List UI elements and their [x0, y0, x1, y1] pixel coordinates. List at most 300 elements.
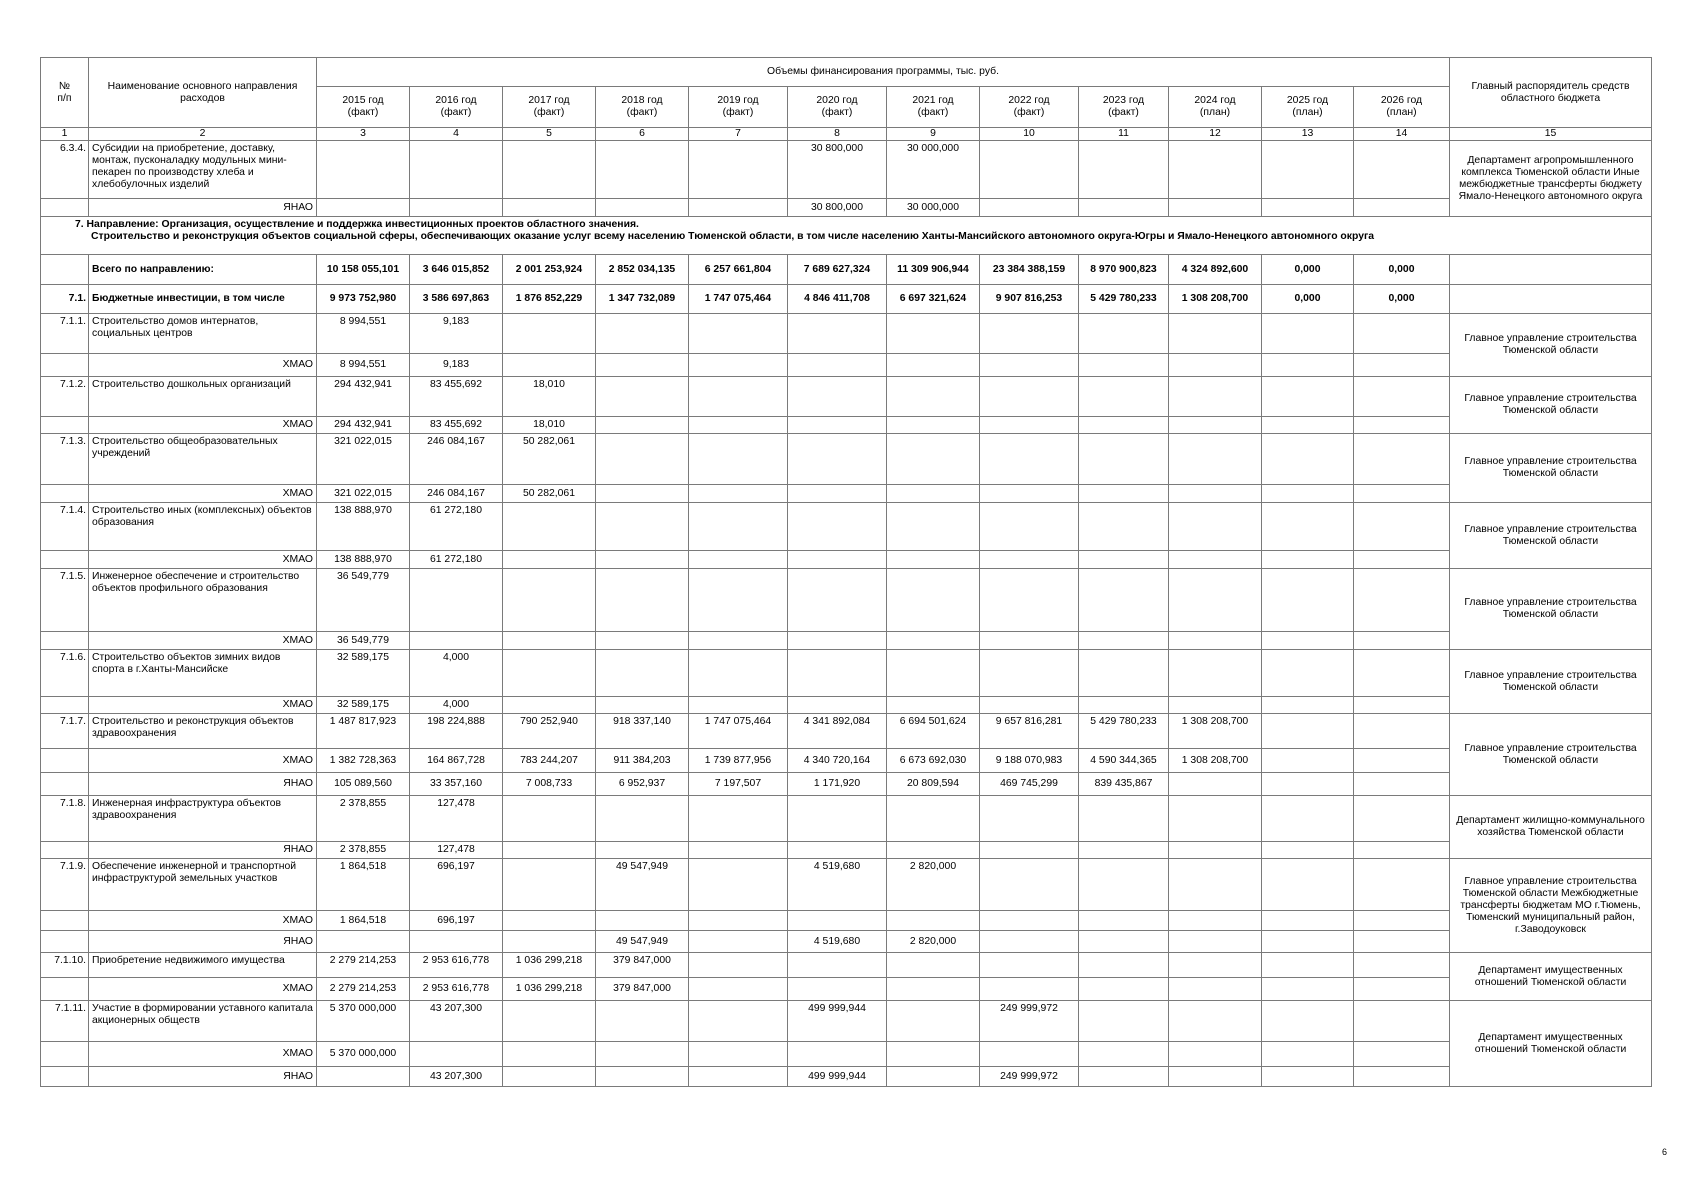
value-cell: [596, 485, 689, 503]
item-name: Инженерная инфраструктура объектов здравоохранения: [89, 796, 317, 842]
value-cell: 246 084,167: [410, 434, 503, 485]
value-cell: [689, 569, 788, 632]
value-cell: 294 432,941: [317, 377, 410, 417]
total-value: 4 846 411,708: [788, 285, 887, 314]
value-cell: 1 036 299,218: [503, 978, 596, 1001]
value-cell: [1169, 314, 1262, 354]
column-number-8: 8: [788, 128, 887, 141]
value-cell: [788, 911, 887, 931]
value-cell: 1 308 208,700: [1169, 714, 1262, 749]
value-cell: [1354, 354, 1450, 377]
region-index-cell: [41, 632, 89, 650]
value-cell: [1262, 842, 1354, 859]
section-line-1: 7. Направление: Организация, осуществление и поддержка инвестиционных проектов областного значения.: [75, 219, 639, 230]
value-cell: [596, 417, 689, 434]
column-number-2: 2: [89, 128, 317, 141]
total-value: 10 158 055,101: [317, 255, 410, 285]
column-number-13: 13: [1262, 128, 1354, 141]
value-cell: [1354, 773, 1450, 796]
value-cell: [788, 842, 887, 859]
total-value: 2 852 034,135: [596, 255, 689, 285]
value-cell: 105 089,560: [317, 773, 410, 796]
department-cell: Департамент имущественных отношений Тюменской области: [1450, 1001, 1652, 1087]
value-cell: [1354, 551, 1450, 569]
value-cell: [596, 697, 689, 714]
value-cell: [689, 953, 788, 978]
table-row: [41, 377, 1652, 417]
value-cell: 379 847,000: [596, 978, 689, 1001]
value-cell: [1354, 1042, 1450, 1067]
value-cell: [689, 978, 788, 1001]
region-label: ХМАО: [89, 1042, 317, 1067]
region-index-cell: [41, 697, 89, 714]
item-name: Участие в формировании уставного капитала акционерных обществ: [89, 1001, 317, 1042]
value-cell: [1169, 434, 1262, 485]
department-cell: Департамент агропромышленного комплекса Тюменской области Иные межбюджетные трансферты бюджету Ямало-Ненецкого автономного округа: [1450, 141, 1652, 217]
value-cell: [887, 697, 980, 714]
region-label: ЯНАО: [89, 931, 317, 953]
value-cell: [1354, 650, 1450, 697]
value-cell: 138 888,970: [317, 551, 410, 569]
value-cell: 2 378,855: [317, 842, 410, 859]
item-number: 7.1.8.: [41, 796, 89, 842]
value-cell: [1354, 485, 1450, 503]
region-index-cell: [41, 199, 89, 217]
value-cell: [1354, 434, 1450, 485]
total-value: 1 747 075,464: [689, 285, 788, 314]
value-cell: 918 337,140: [596, 714, 689, 749]
value-cell: [596, 650, 689, 697]
value-cell: 696,197: [410, 859, 503, 911]
value-cell: [1169, 141, 1262, 199]
section-line-2: Строительство и реконструкция объектов социальной сферы, обеспечивающих оказание услуг всему населению Тюменской области, в том числе населению Ханты-Мансийского автономного округа-Югры и Ямало-Ненецкого автономного округа: [91, 231, 1375, 242]
value-cell: [410, 199, 503, 217]
value-cell: 4,000: [410, 697, 503, 714]
value-cell: [1079, 650, 1169, 697]
region-row: [41, 842, 1652, 859]
value-cell: [788, 569, 887, 632]
value-cell: [1169, 911, 1262, 931]
value-cell: [317, 931, 410, 953]
value-cell: [1079, 632, 1169, 650]
item-number: 7.1.3.: [41, 434, 89, 485]
value-cell: [980, 569, 1079, 632]
value-cell: 2 953 616,778: [410, 953, 503, 978]
value-cell: [1354, 1001, 1450, 1042]
region-label: ХМАО: [89, 551, 317, 569]
region-index-cell: [41, 773, 89, 796]
value-cell: [1079, 1067, 1169, 1087]
value-cell: [410, 141, 503, 199]
value-cell: [1079, 434, 1169, 485]
value-cell: [1354, 1067, 1450, 1087]
header-year-11: 2025 год (план): [1262, 87, 1354, 128]
total-label: Бюджетные инвестиции, в том числе: [89, 285, 317, 314]
value-cell: [980, 434, 1079, 485]
value-cell: [689, 1067, 788, 1087]
region-label: ХМАО: [89, 697, 317, 714]
value-cell: [596, 199, 689, 217]
value-cell: [689, 354, 788, 377]
value-cell: 127,478: [410, 796, 503, 842]
value-cell: [1354, 953, 1450, 978]
value-cell: [1169, 377, 1262, 417]
value-cell: [1262, 697, 1354, 714]
value-cell: [503, 569, 596, 632]
column-number-15: 15: [1450, 128, 1652, 141]
region-index-cell: [41, 551, 89, 569]
value-cell: 469 745,299: [980, 773, 1079, 796]
value-cell: [1262, 199, 1354, 217]
value-cell: [1262, 503, 1354, 551]
region-index-cell: [41, 842, 89, 859]
value-cell: 783 244,207: [503, 749, 596, 773]
value-cell: [1079, 314, 1169, 354]
value-cell: [887, 911, 980, 931]
value-cell: 499 999,944: [788, 1001, 887, 1042]
value-cell: [1079, 141, 1169, 199]
total-value: 2 001 253,924: [503, 255, 596, 285]
value-cell: 2 953 616,778: [410, 978, 503, 1001]
region-index-cell: [41, 485, 89, 503]
value-cell: [887, 551, 980, 569]
value-cell: [887, 796, 980, 842]
value-cell: [1262, 859, 1354, 911]
value-cell: [1354, 796, 1450, 842]
region-index-cell: [41, 417, 89, 434]
total-dept-cell: [1450, 285, 1652, 314]
value-cell: [887, 1067, 980, 1087]
value-cell: [410, 1042, 503, 1067]
value-cell: [1079, 1042, 1169, 1067]
value-cell: 9,183: [410, 314, 503, 354]
value-cell: [596, 1001, 689, 1042]
value-cell: [410, 632, 503, 650]
section-title: [41, 217, 1652, 255]
value-cell: 49 547,949: [596, 859, 689, 911]
value-cell: 6 694 501,624: [887, 714, 980, 749]
value-cell: 499 999,944: [788, 1067, 887, 1087]
value-cell: 1 864,518: [317, 911, 410, 931]
value-cell: [1169, 650, 1262, 697]
value-cell: [788, 697, 887, 714]
header-year-6: 2020 год (факт): [788, 87, 887, 128]
table-row: [41, 434, 1652, 485]
value-cell: 32 589,175: [317, 650, 410, 697]
value-cell: 49 547,949: [596, 931, 689, 953]
value-cell: 36 549,779: [317, 632, 410, 650]
header-year-3: 2017 год (факт): [503, 87, 596, 128]
value-cell: [887, 650, 980, 697]
column-number-11: 11: [1079, 128, 1169, 141]
table-row: [41, 953, 1652, 978]
value-cell: [1169, 354, 1262, 377]
section-header-row: [41, 217, 1652, 255]
value-cell: [788, 485, 887, 503]
table-row: [41, 859, 1652, 911]
value-cell: 36 549,779: [317, 569, 410, 632]
column-number-7: 7: [689, 128, 788, 141]
item-number: 7.1.9.: [41, 859, 89, 911]
region-row: [41, 749, 1652, 773]
value-cell: [980, 417, 1079, 434]
value-cell: [788, 953, 887, 978]
value-cell: [1354, 697, 1450, 714]
value-cell: [689, 417, 788, 434]
value-cell: 2 378,855: [317, 796, 410, 842]
value-cell: [1079, 551, 1169, 569]
total-value: 3 646 015,852: [410, 255, 503, 285]
value-cell: [980, 1042, 1079, 1067]
value-cell: 8 994,551: [317, 314, 410, 354]
value-cell: 30 800,000: [788, 199, 887, 217]
value-cell: [596, 551, 689, 569]
value-cell: [503, 1001, 596, 1042]
value-cell: [980, 503, 1079, 551]
value-cell: [1262, 796, 1354, 842]
region-label: ЯНАО: [89, 842, 317, 859]
value-cell: [1169, 503, 1262, 551]
value-cell: [1262, 377, 1354, 417]
value-cell: [1169, 485, 1262, 503]
value-cell: 6 673 692,030: [887, 749, 980, 773]
item-name: Строительство дошкольных организаций: [89, 377, 317, 417]
value-cell: [317, 199, 410, 217]
value-cell: [1354, 503, 1450, 551]
total-value: 3 586 697,863: [410, 285, 503, 314]
item-number: 7.1.5.: [41, 569, 89, 632]
value-cell: [689, 842, 788, 859]
value-cell: 1 487 817,923: [317, 714, 410, 749]
value-cell: [788, 551, 887, 569]
value-cell: [887, 569, 980, 632]
column-number-6: 6: [596, 128, 689, 141]
value-cell: 138 888,970: [317, 503, 410, 551]
value-cell: [1169, 417, 1262, 434]
region-index-cell: [41, 911, 89, 931]
region-row: [41, 551, 1652, 569]
header-year-7: 2021 год (факт): [887, 87, 980, 128]
region-label: ХМАО: [89, 354, 317, 377]
value-cell: [1262, 931, 1354, 953]
value-cell: [596, 141, 689, 199]
value-cell: [1079, 199, 1169, 217]
region-row: [41, 1067, 1652, 1087]
item-name: Инженерное обеспечение и строительство объектов профильного образования: [89, 569, 317, 632]
value-cell: [980, 953, 1079, 978]
value-cell: 9,183: [410, 354, 503, 377]
value-cell: [1354, 417, 1450, 434]
column-number-1: 1: [41, 128, 89, 141]
value-cell: [1169, 796, 1262, 842]
value-cell: 5 429 780,233: [1079, 714, 1169, 749]
value-cell: [980, 632, 1079, 650]
value-cell: [788, 354, 887, 377]
value-cell: [980, 141, 1079, 199]
value-cell: 1 864,518: [317, 859, 410, 911]
value-cell: [503, 859, 596, 911]
value-cell: [503, 632, 596, 650]
value-cell: [1262, 714, 1354, 749]
total-index: 7.1.: [41, 285, 89, 314]
value-cell: [887, 1042, 980, 1067]
value-cell: [1169, 931, 1262, 953]
value-cell: [1354, 859, 1450, 911]
value-cell: 4,000: [410, 650, 503, 697]
value-cell: [788, 434, 887, 485]
total-value: 9 907 816,253: [980, 285, 1079, 314]
total-label: Всего по направлению:: [89, 255, 317, 285]
value-cell: [503, 911, 596, 931]
value-cell: [596, 314, 689, 354]
total-value: 1 308 208,700: [1169, 285, 1262, 314]
item-number: 7.1.1.: [41, 314, 89, 354]
region-row: [41, 911, 1652, 931]
value-cell: [503, 314, 596, 354]
value-cell: [1079, 569, 1169, 632]
value-cell: [887, 485, 980, 503]
header-num: № п/п: [41, 58, 89, 128]
value-cell: [689, 1042, 788, 1067]
department-cell: Главное управление строительства Тюменской области: [1450, 434, 1652, 503]
value-cell: [1169, 953, 1262, 978]
value-cell: [980, 354, 1079, 377]
value-cell: [1354, 714, 1450, 749]
department-cell: Главное управление строительства Тюменской области Межбюджетные трансферты бюджетам МО г.Тюмень, Тюменский муниципальный район, г.Заводоуковск: [1450, 859, 1652, 953]
item-number: 7.1.6.: [41, 650, 89, 697]
total-value: 0,000: [1354, 285, 1450, 314]
value-cell: [1169, 1067, 1262, 1087]
item-number: 7.1.7.: [41, 714, 89, 749]
value-cell: 4 519,680: [788, 931, 887, 953]
header-year-12: 2026 год (план): [1354, 87, 1450, 128]
value-cell: [1169, 859, 1262, 911]
region-label: ХМАО: [89, 911, 317, 931]
value-cell: [788, 632, 887, 650]
total-value: 4 324 892,600: [1169, 255, 1262, 285]
value-cell: 50 282,061: [503, 485, 596, 503]
item-number: 7.1.10.: [41, 953, 89, 978]
total-value: 23 384 388,159: [980, 255, 1079, 285]
value-cell: 7 197,507: [689, 773, 788, 796]
value-cell: 30 000,000: [887, 199, 980, 217]
value-cell: [596, 377, 689, 417]
total-value: 0,000: [1354, 255, 1450, 285]
value-cell: [788, 377, 887, 417]
value-cell: [689, 796, 788, 842]
value-cell: [788, 417, 887, 434]
value-cell: [1079, 859, 1169, 911]
value-cell: [1262, 773, 1354, 796]
value-cell: [1169, 199, 1262, 217]
value-cell: 43 207,300: [410, 1001, 503, 1042]
value-cell: [1354, 314, 1450, 354]
department-cell: Главное управление строительства Тюменской области: [1450, 650, 1652, 714]
value-cell: [596, 1042, 689, 1067]
header-financing-group: Объемы финансирования программы, тыс. руб.: [317, 58, 1450, 87]
column-number-4: 4: [410, 128, 503, 141]
table-row: [41, 141, 1652, 199]
column-number-14: 14: [1354, 128, 1450, 141]
value-cell: [1354, 978, 1450, 1001]
value-cell: 294 432,941: [317, 417, 410, 434]
region-row: [41, 978, 1652, 1001]
total-value: 0,000: [1262, 255, 1354, 285]
budget-investments-row: [41, 285, 1652, 314]
value-cell: [689, 1001, 788, 1042]
column-number-5: 5: [503, 128, 596, 141]
value-cell: 321 022,015: [317, 485, 410, 503]
department-cell: Департамент имущественных отношений Тюменской области: [1450, 953, 1652, 1001]
table-row: [41, 714, 1652, 749]
value-cell: [1169, 978, 1262, 1001]
value-cell: [1079, 842, 1169, 859]
region-row: [41, 931, 1652, 953]
value-cell: [980, 978, 1079, 1001]
region-row: [41, 1042, 1652, 1067]
value-cell: [1169, 773, 1262, 796]
value-cell: 4 340 720,164: [788, 749, 887, 773]
item-number: 7.1.11.: [41, 1001, 89, 1042]
header-dept: Главный распорядитель средств областного бюджета: [1450, 58, 1652, 128]
value-cell: 2 279 214,253: [317, 978, 410, 1001]
value-cell: [503, 141, 596, 199]
value-cell: 61 272,180: [410, 503, 503, 551]
value-cell: [887, 978, 980, 1001]
value-cell: 83 455,692: [410, 377, 503, 417]
item-name: Строительство иных (комплексных) объектов образования: [89, 503, 317, 551]
value-cell: [1262, 485, 1354, 503]
value-cell: [980, 199, 1079, 217]
item-name: Строительство общеобразовательных учреждений: [89, 434, 317, 485]
value-cell: [503, 354, 596, 377]
department-cell: Департамент жилищно-коммунального хозяйства Тюменской области: [1450, 796, 1652, 859]
value-cell: 9 657 816,281: [980, 714, 1079, 749]
value-cell: [596, 354, 689, 377]
table-row: [41, 314, 1652, 354]
column-number-9: 9: [887, 128, 980, 141]
value-cell: 790 252,940: [503, 714, 596, 749]
value-cell: 7 008,733: [503, 773, 596, 796]
value-cell: [1262, 749, 1354, 773]
value-cell: [1354, 931, 1450, 953]
value-cell: [1079, 503, 1169, 551]
region-label: ХМАО: [89, 417, 317, 434]
value-cell: [1079, 417, 1169, 434]
value-cell: [503, 1042, 596, 1067]
total-value: 8 970 900,823: [1079, 255, 1169, 285]
department-cell: Главное управление строительства Тюменской области: [1450, 569, 1652, 650]
value-cell: [1079, 931, 1169, 953]
value-cell: [689, 485, 788, 503]
value-cell: [503, 650, 596, 697]
value-cell: [689, 650, 788, 697]
total-value: 7 689 627,324: [788, 255, 887, 285]
total-dept-cell: [1450, 255, 1652, 285]
region-index-cell: [41, 749, 89, 773]
region-row: [41, 417, 1652, 434]
value-cell: [1262, 141, 1354, 199]
region-row: [41, 632, 1652, 650]
value-cell: [596, 503, 689, 551]
value-cell: 43 207,300: [410, 1067, 503, 1087]
value-cell: [1262, 632, 1354, 650]
value-cell: [887, 314, 980, 354]
value-cell: [1354, 749, 1450, 773]
value-cell: [503, 796, 596, 842]
department-cell: Главное управление строительства Тюменской области: [1450, 714, 1652, 796]
value-cell: 6 952,937: [596, 773, 689, 796]
